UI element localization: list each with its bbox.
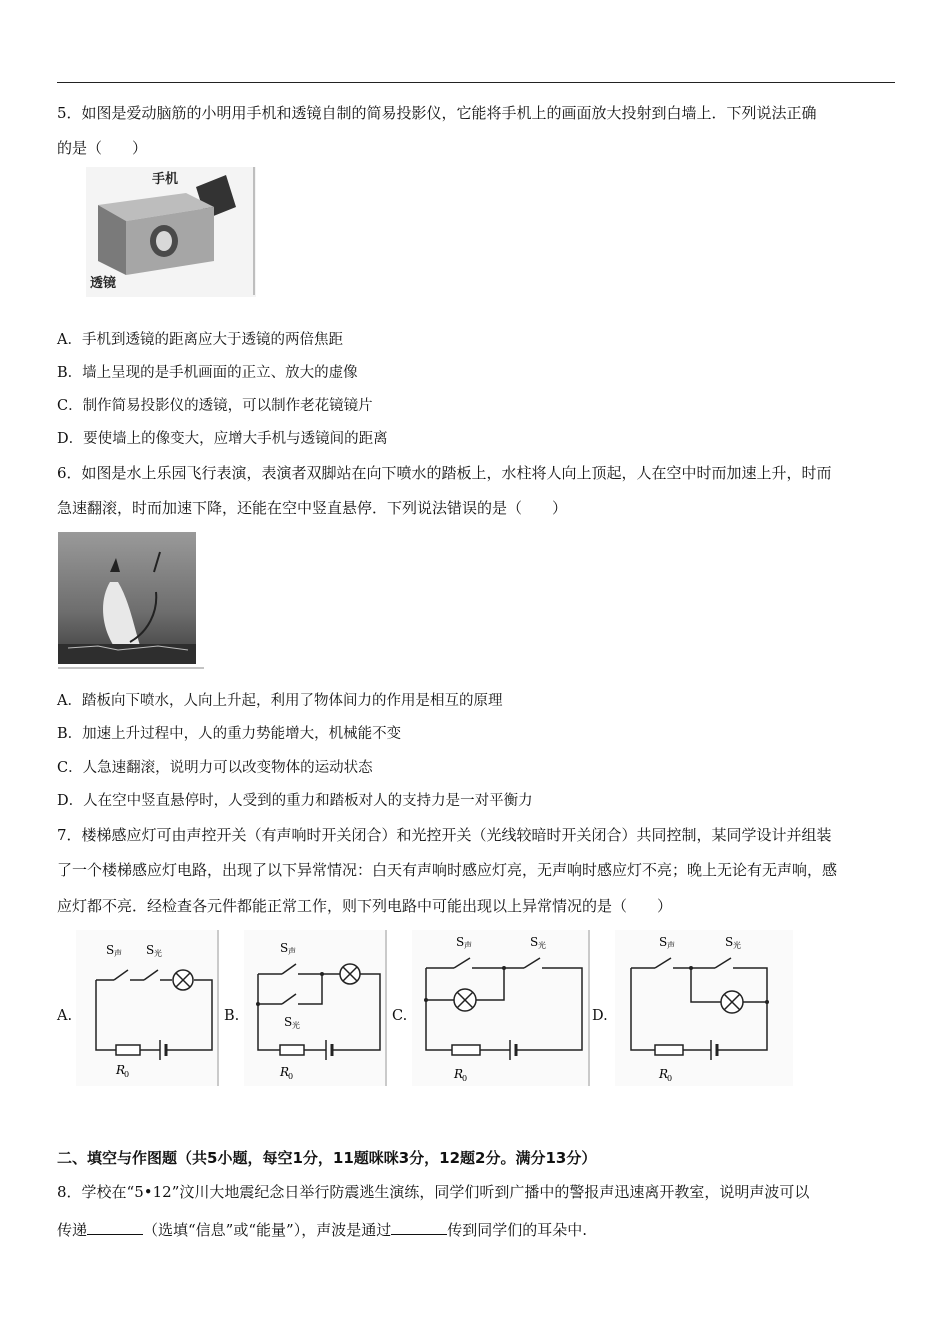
q7-stem-line3: 应灯都不亮．经检查各元件都能正常工作，则下列电路中可能出现以上异常情况的是（ ） bbox=[57, 897, 673, 915]
circuit-b-s-light-sub: 光 bbox=[292, 1021, 300, 1030]
circuit-label-d: D. bbox=[592, 1008, 608, 1024]
circuit-d-s-light: S bbox=[725, 935, 734, 949]
q6-option-d: D．人在空中竖直悬停时，人受到的重力和踏板对人的支持力是一对平衡力 bbox=[57, 793, 533, 809]
q8-text-c: 传到同学们的耳朵中. bbox=[447, 1221, 587, 1239]
q5-option-d: D．要使墙上的像变大，应增大手机与透镜间的距离 bbox=[57, 431, 388, 447]
circuit-d-r0: R bbox=[659, 1067, 669, 1081]
circuit-label-b: B. bbox=[224, 1008, 240, 1024]
q5-option-a: A．手机到透镜的距离应大于透镜的两倍焦距 bbox=[57, 332, 343, 348]
q5-stem-line1: 5．如图是爱动脑筋的小明用手机和透镜自制的简易投影仪，它能将手机上的画面放大投射到白墙上．下列说法正确 bbox=[57, 104, 817, 122]
circuit-b-s-sound: S bbox=[280, 941, 289, 955]
q6-stem-line1: 6．如图是水上乐园飞行表演，表演者双脚站在向下喷水的踏板上，水柱将人向上顶起，人在空中时而加速上升，时而 bbox=[57, 464, 832, 482]
q6-option-a: A．踏板向下喷水，人向上升起，利用了物体间力的作用是相互的原理 bbox=[57, 693, 503, 709]
projector-photo bbox=[86, 167, 256, 297]
q8-stem-line1: 8．学校在“5•12”汶川大地震纪念日举行防震逃生演练，同学们听到广播中的警报声迅速离开教室，说明声波可以 bbox=[57, 1183, 810, 1201]
water-flyboard-photo bbox=[58, 532, 204, 670]
lens-label: 透镜 bbox=[90, 276, 117, 291]
q5-option-b: B．墙上呈现的是手机画面的正立、放大的虚像 bbox=[57, 365, 358, 381]
q5-stem-line2: 的是（ ） bbox=[57, 139, 148, 157]
q7-stem-line1: 7．楼梯感应灯可由声控开关（有声响时开关闭合）和光控开关（光线较暗时开关闭合）共同控制，某同学设计并组装 bbox=[57, 826, 832, 844]
circuit-a-r0: R bbox=[116, 1063, 126, 1077]
circuit-d-s-light-sub: 光 bbox=[733, 941, 741, 950]
circuit-a-diagram bbox=[76, 930, 221, 1088]
q8-text-a: 传递 bbox=[57, 1221, 88, 1239]
circuit-b-diagram bbox=[244, 930, 389, 1088]
header-rule bbox=[57, 82, 895, 83]
circuit-a-s-sound: S bbox=[106, 943, 115, 957]
circuit-c-r0-sub: 0 bbox=[462, 1074, 468, 1083]
circuit-c-diagram bbox=[412, 930, 592, 1088]
circuit-b-r0-sub: 0 bbox=[288, 1072, 294, 1081]
q8-blank-1[interactable] bbox=[87, 1220, 143, 1235]
q8-stem-line2 bbox=[57, 1220, 587, 1240]
q6-option-b: B．加速上升过程中，人的重力势能增大，机械能不变 bbox=[57, 726, 402, 742]
q6-stem-line2: 急速翻滚，时而加速下降，还能在空中竖直悬停．下列说法错误的是（ ） bbox=[57, 499, 568, 517]
phone-label: 手机 bbox=[152, 172, 179, 187]
q8-text-b: （选填“信息”或“能量”），声波是通过 bbox=[143, 1221, 392, 1239]
circuit-d-s-sound-sub: 声 bbox=[667, 941, 675, 950]
circuit-a-s-light-sub: 光 bbox=[154, 949, 162, 958]
circuit-d-r0-sub: 0 bbox=[667, 1074, 673, 1083]
circuit-label-c: C. bbox=[392, 1008, 408, 1024]
circuit-c-s-sound-sub: 声 bbox=[464, 941, 472, 950]
circuit-b-r0: R bbox=[280, 1065, 290, 1079]
q5-option-c: C．制作简易投影仪的透镜，可以制作老花镜镜片 bbox=[57, 398, 373, 414]
q7-stem-line2: 了一个楼梯感应灯电路，出现了以下异常情况：白天有声响时感应灯亮，无声响时感应灯不亮；晚上无论有无声响，感 bbox=[57, 861, 838, 879]
circuit-c-s-light: S bbox=[530, 935, 539, 949]
q8-blank-2[interactable] bbox=[391, 1220, 447, 1235]
circuit-c-s-light-sub: 光 bbox=[538, 941, 546, 950]
circuit-d-diagram bbox=[615, 930, 795, 1088]
section-2-title: 二、填空与作图题（共5小题，每空1分，11题咪咪3分，12题2分。满分13分） bbox=[57, 1149, 597, 1167]
circuit-a-s-light: S bbox=[146, 943, 155, 957]
circuit-b-s-light: S bbox=[284, 1015, 293, 1029]
circuit-d-s-sound: S bbox=[659, 935, 668, 949]
circuit-a-r0-sub: 0 bbox=[124, 1070, 130, 1079]
circuit-a-s-sound-sub: 声 bbox=[114, 949, 122, 958]
circuit-b-s-sound-sub: 声 bbox=[288, 947, 296, 956]
circuit-c-r0: R bbox=[454, 1067, 464, 1081]
q6-option-c: C．人急速翻滚，说明力可以改变物体的运动状态 bbox=[57, 760, 373, 776]
circuit-c-s-sound: S bbox=[456, 935, 465, 949]
circuit-label-a: A. bbox=[57, 1008, 73, 1024]
